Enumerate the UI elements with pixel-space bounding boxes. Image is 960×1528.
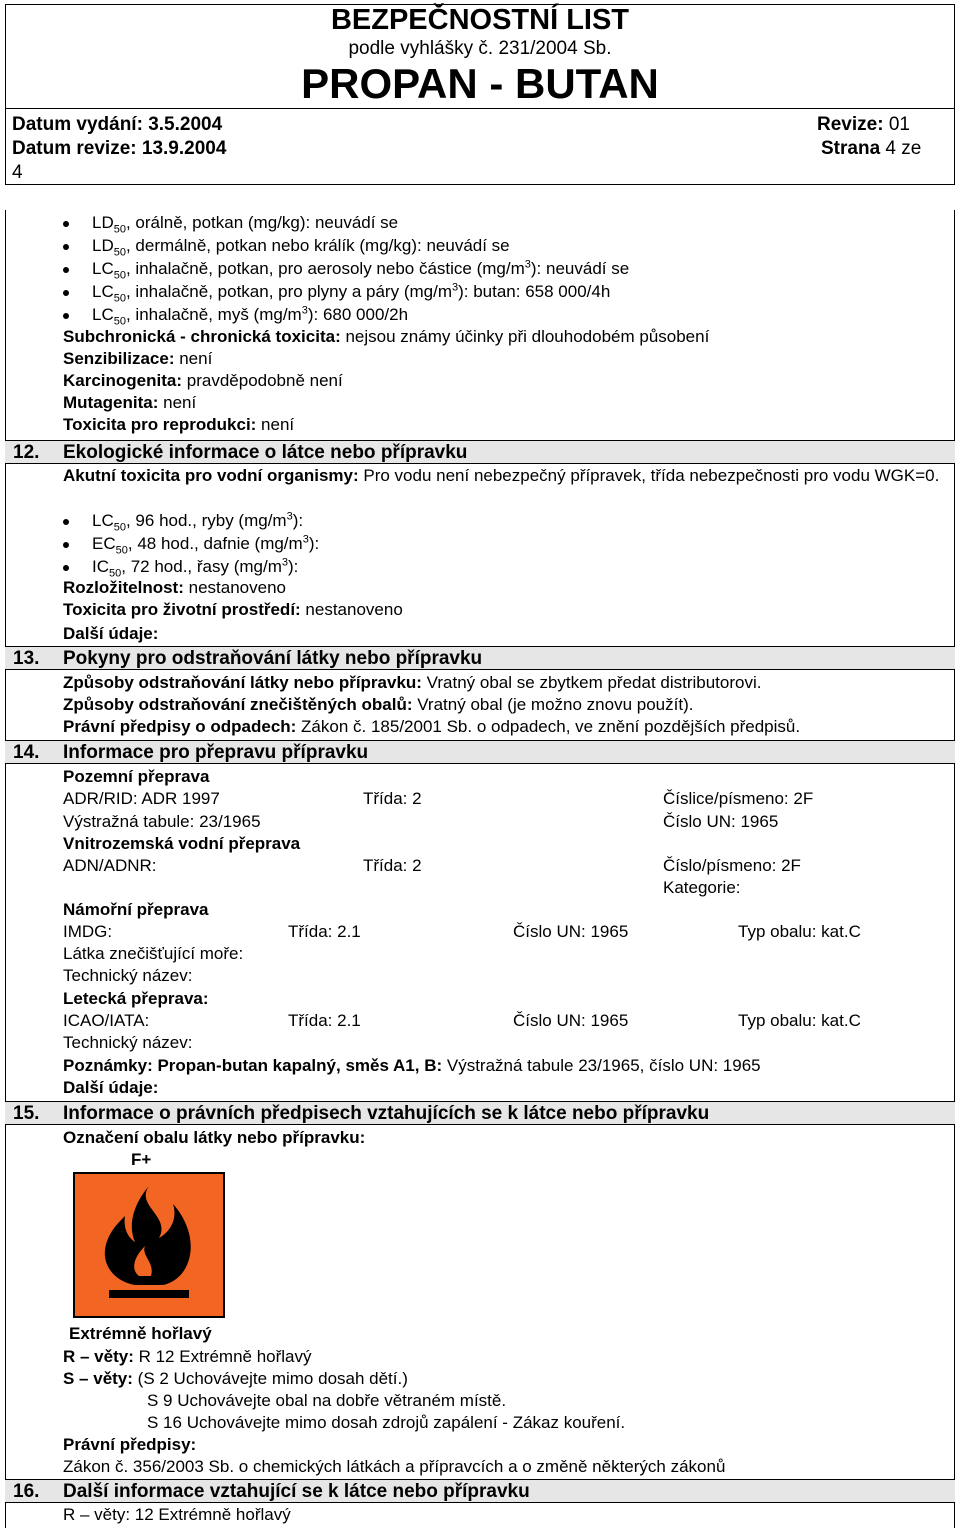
list-item: $LC_{50}$, 96 hod., ryby $(mg/m^3)$: <box>92 510 304 534</box>
s-phrase-16: S 16 Uchovávejte mimo dosah zdrojů zapálení - Zákaz kouření. <box>147 1413 626 1432</box>
product-name: PROPAN - BUTAN <box>301 60 659 107</box>
adn-line: ADN/ADNR: <box>63 856 157 875</box>
field-label: S – věty: <box>63 1369 133 1388</box>
r-phrases <box>63 1347 312 1367</box>
list-item: $IC_{50}$, 72 hod., řasy $(mg/m^3)$: <box>92 556 299 580</box>
bullet-icon <box>63 244 69 250</box>
technical-name-1: Technický název: <box>63 966 193 985</box>
hazard-symbol-code: F+ <box>131 1150 152 1169</box>
adr-un: Číslo UN: 1965 <box>663 812 779 831</box>
icao-un: Číslo UN: 1965 <box>513 1011 629 1030</box>
imdg-pack: Typ obalu: kat.C <box>738 922 861 941</box>
list-item: $EC_{50}$, 48 hod., dafnie $(mg/m^3)$: <box>92 533 320 557</box>
s-phrase-9: S 9 Uchovávejte obal na dobře větraném místě. <box>147 1391 507 1410</box>
field-label: Rozložitelnost: <box>63 578 184 597</box>
other-info-12: Další údaje: <box>63 624 159 643</box>
revision <box>817 114 910 136</box>
field-value: (S 2 Uchovávejte mimo dosah dětí.) <box>132 1369 408 1388</box>
env-toxicity <box>63 600 403 620</box>
r-phrases-summary: R – věty: 12 Extrémně hořlavý <box>63 1505 291 1524</box>
section-number: 14. <box>13 742 40 763</box>
bullet-icon <box>63 313 69 319</box>
field-label: Toxicita pro životní prostředí: <box>63 600 301 619</box>
field-value: R 12 Extrémně hořlavý <box>133 1347 312 1366</box>
air-transport-heading: Letecká přeprava: <box>63 989 209 1008</box>
icao-class: Třída: 2.1 <box>288 1011 361 1030</box>
icao-pack: Typ obalu: kat.C <box>738 1011 861 1030</box>
document-subtitle: podle vyhlášky č. 231/2004 Sb. <box>348 38 612 59</box>
acute-aquatic-toxicity <box>63 465 948 487</box>
section-title: Ekologické informace o látce nebo přípravku <box>63 442 468 463</box>
sea-transport-heading: Námořní přeprava <box>63 900 209 919</box>
list-item: $LC_{50}$, inhalačně, potkan, pro plyny a páry $(mg/m^3)$: butan: 658 000/4h <box>92 281 611 305</box>
adr-line: ADR/RID: ADR 1997 <box>63 789 220 808</box>
hazard-symbol-name: Extrémně hořlavý <box>69 1324 212 1343</box>
bullet-icon <box>63 267 69 273</box>
s-phrases <box>63 1369 408 1389</box>
section-title: Pokyny pro odstraňování látky nebo přípravku <box>63 648 483 669</box>
section-12-header <box>5 440 955 464</box>
field-value: nestanoveno <box>183 578 286 597</box>
list-item: $LC_{50}$, inhalačně, potkan, pro aerosoly nebo částice $(mg/m^3)$: neuvádí se <box>92 258 630 282</box>
adn-code: Číslo/písmeno: 2F <box>663 856 801 875</box>
section-15-header <box>5 1101 955 1125</box>
page-total: 4 <box>12 162 23 183</box>
header-divider <box>5 108 955 109</box>
disposal-line: Způsoby odstraňování látky nebo přípravku: Vratný obal se zbytkem předat distributorovi. <box>63 673 762 692</box>
page-label: Strana <box>821 138 881 159</box>
field-label: Akutní toxicita pro vodní organismy: <box>63 466 359 485</box>
marine-pollutant: Látka znečišťující moře: <box>63 944 244 963</box>
adn-class: Třída: 2 <box>363 856 422 875</box>
section-number: 15. <box>13 1103 40 1124</box>
toxicity-field: Senzibilizace: není <box>63 349 213 368</box>
land-transport-heading: Pozemní přeprava <box>63 767 210 786</box>
section-number: 12. <box>13 442 40 463</box>
imdg-un: Číslo UN: 1965 <box>513 922 629 941</box>
other-info-14: Další údaje: <box>63 1078 159 1097</box>
toxicity-field: Mutagenita: není <box>63 393 197 412</box>
imdg-line: IMDG: <box>63 922 113 941</box>
field-value: Pro vodu není nebezpečný přípravek, třída nebezpečnosti pro vodu WGK=0. <box>358 466 940 485</box>
list-item: $LD_{50}$, orálně, potkan (mg/kg): neuvádí se <box>92 213 399 236</box>
document-title: BEZPEČNOSTNÍ LIST <box>330 4 630 36</box>
issue-date: Datum vydání: 3.5.2004 <box>12 114 223 135</box>
transport-notes <box>63 1056 761 1076</box>
adr-code: Číslice/písmeno: 2F <box>663 789 814 808</box>
revision-date: Datum revize: 13.9.2004 <box>12 138 227 159</box>
page-indicator <box>821 138 921 160</box>
bullet-icon <box>63 290 69 296</box>
section-number: 13. <box>13 648 40 669</box>
technical-name-2: Technický název: <box>63 1033 193 1052</box>
bullet-icon <box>63 519 69 525</box>
adn-category: Kategorie: <box>663 878 741 897</box>
list-item: $LD_{50}$, dermálně, potkan nebo králík (mg/kg): neuvádí se <box>92 236 510 259</box>
adr-table: Výstražná tabule: 23/1965 <box>63 812 261 831</box>
flame-pictogram-icon <box>73 1172 225 1318</box>
revision-value: 01 <box>888 114 910 135</box>
legal-text: Zákon č. 356/2003 Sb. o chemických látkách a přípravcích a o změně některých zákonů <box>63 1457 726 1476</box>
disposal-line: Právní předpisy o odpadech: Zákon č. 185/2001 Sb. o odpadech, ve znění pozdějších předpisů. <box>63 717 801 736</box>
bullet-icon <box>63 221 69 227</box>
section-title: Informace o právních předpisech vztahujících se k látce nebo přípravku <box>63 1103 710 1124</box>
list-item: $LC_{50}$, inhalačně, myš $(mg/m^3)$: 680 000/2h <box>92 304 409 328</box>
section-14-header <box>5 740 955 764</box>
section-title: Informace pro přepravu přípravku <box>63 742 369 763</box>
section-13-header <box>5 646 955 670</box>
page-rest: 4 ze <box>885 138 922 159</box>
field-value: Výstražná tabule 23/1965, číslo UN: 1965 <box>442 1056 761 1075</box>
toxicity-field: Karcinogenita: pravděpodobně není <box>63 371 343 390</box>
disposal-line: Způsoby odstraňování znečištěných obalů: Vratný obal (je možno znovu použít). <box>63 695 694 714</box>
label-heading: Označení obalu látky nebo přípravku: <box>63 1128 366 1147</box>
field-label: R – věty: <box>63 1347 134 1366</box>
inland-transport-heading: Vnitrozemská vodní přeprava <box>63 834 301 853</box>
section-title: Další informace vztahující se k látce nebo přípravku <box>63 1481 530 1502</box>
revision-label: Revize: <box>817 114 884 135</box>
imdg-class: Třída: 2.1 <box>288 922 361 941</box>
section-number: 16. <box>13 1481 40 1502</box>
section-16-header <box>5 1479 955 1503</box>
legal-heading: Právní předpisy: <box>63 1435 197 1454</box>
icao-line: ICAO/IATA: <box>63 1011 150 1030</box>
bullet-icon <box>63 565 69 571</box>
field-label: Poznámky: Propan-butan kapalný, směs A1, B: <box>63 1056 443 1075</box>
field-value: nestanoveno <box>300 600 403 619</box>
toxicity-field: Toxicita pro reprodukci: není <box>63 415 295 434</box>
bullet-icon <box>63 542 69 548</box>
adr-class: Třída: 2 <box>363 789 422 808</box>
degradability <box>63 578 286 598</box>
toxicity-field: Subchronická - chronická toxicita: nejsou známy účinky při dlouhodobém působení <box>63 327 710 346</box>
